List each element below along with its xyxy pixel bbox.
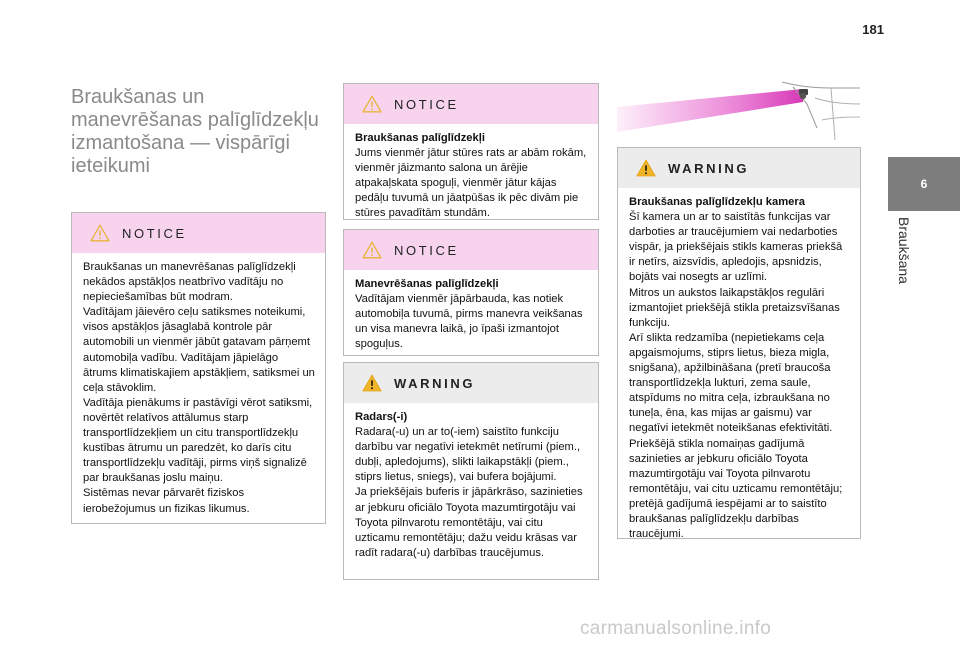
page-number: 181 <box>862 22 884 37</box>
chapter-label: Braukšana <box>896 217 912 284</box>
notice-text: Vadītājam vienmēr jāpārbauda, kas notiek automobiļa tuvumā, pirms manevra veikšanas un visa manevra laikā, jo īpaši izmantojot spoguļus. <box>355 293 583 351</box>
warning-title: WARNING <box>668 160 750 176</box>
notice-lead: Braukšanas palīglīdzekļi <box>355 132 485 144</box>
notice-text: Jums vienmēr jātur stūres rats ar abām rokām, vienmēr jāizmanto salona un ārējie atpakaļskata spoguļi, vienmēr jātur kājas pedāļu tuvumā un jāatpūšas ik pēc divām pie stūres pavadītām stundām. <box>355 147 587 220</box>
warning-header <box>618 148 860 188</box>
warning-triangle-outline-icon <box>362 241 382 259</box>
chapter-number: 6 <box>888 157 960 211</box>
notice-title: NOTICE <box>394 242 459 258</box>
warning-text: Radara(-u) un ar to(-iem) saistīto funkciju darbību var negatīvi ietekmēt netīrumi (piem., dubļi, apledojums), slikti laikapstākļi (piem., stiprs lietus, sniegs), vai bufera bojājumi. Ja priekšējais buferis ir jāpārkrāso, sazinieties ar jebkuru oficiālo Toyota mazumtirgotāju vai Toyota pilnvarotu remontētāju, vai citu uzticamu remontētāju; dažu veidu krāsas var radīt radara(-u) darbības traucējumus. <box>355 426 583 559</box>
notice-header <box>72 213 325 253</box>
notice-box-driving-aids <box>343 83 599 220</box>
warning-box-radar <box>343 362 599 580</box>
warning-triangle-filled-icon <box>362 374 382 392</box>
warning-triangle-outline-icon <box>362 95 382 113</box>
warning-lead: Braukšanas palīglīdzekļu kamera <box>629 196 805 208</box>
warning-header <box>344 363 598 403</box>
notice-header <box>344 84 598 124</box>
warning-text: Šī kamera un ar to saistītās funkcijas var darboties ar traucējumiem vai nedarboties vispār, ja priekšējais stikls kameras priekšā ir netīrs, aizsvīdis, apledojis, apsnidzis, bojāts vai nosegts ar uzlīmi. Mitros un aukstos laikapstākļos regulāri izmantojiet priekšējā stikla pretaizsvīšanas funkciju. Arī slikta redzamība (nepietiekams ceļa apgaismojums, stiprs lietus, bieza migla, snigšana), apžilbināšana (pretī braucoša transportlīdzekļa lukturi, zema saule, atspīdums no mitra ceļa, izbraukšana no tuneļa, ēna, kas mijas ar gaismu) var negatīvi ietekmēt noteikšanas efektivitāti. Priekšējā stikla nomaiņas gadījumā sazinieties ar jebkuru oficiālo Toyota mazumtirgotāju vai Toyota pilnvarotu remontētāju, vai citu uzticamu remontētāju; pretējā gadījumā iespējami ar to saistīto braukšanas palīglīdzekļu darbības traucējumi. <box>629 211 843 541</box>
warning-triangle-filled-icon <box>636 159 656 177</box>
warning-lead: Radars(-i) <box>355 411 408 423</box>
notice-header <box>344 230 598 270</box>
page-title: Braukšanas un manevrēšanas palīglīdzekļu izmantošana — vispārīgi ieteikumi <box>71 86 319 177</box>
watermark: carmanualsonline.info <box>580 618 772 639</box>
notice-title: NOTICE <box>394 96 459 112</box>
warning-triangle-outline-icon <box>90 224 110 242</box>
warning-title: WARNING <box>394 375 476 391</box>
warning-box-camera <box>617 147 861 539</box>
notice-lead: Manevrēšanas palīglīdzekļi <box>355 278 499 290</box>
notice-box-general <box>71 212 326 524</box>
notice-text: Braukšanas un manevrēšanas palīglīdzekļi nekādos apstākļos neatbrīvo vadītāju no nepieciešamības būt modram. Vadītājam jāievēro ceļu satiksmes noteikumi, visos apstākļos jāsaglabā kontrole pār automobili un vienmēr jābūt gatavam pārņemt automobiļa vadību. Vadītājam jāpielāgo ātrums klimatiskajiem apstākļiem, satiksmei un ceļa stāvoklim. Vadītāja pienākums ir pastāvīgi vērot satiksmi, novērtēt relatīvos attālumus starp transportlīdzekļiem un citu transportlīdzekļu kustības ātrumu un paredzēt, ko darīs citu transportlīdzekļu vadītāji, pirms viņš signalizē par braukšanas joslu maiņu. Sistēmas nevar pārvarēt fiziskos ierobežojumus un fizikas likumus. <box>83 261 315 515</box>
windscreen-camera-illustration <box>617 80 860 142</box>
notice-title: NOTICE <box>122 225 187 241</box>
chapter-tab[interactable] <box>888 157 960 341</box>
notice-box-manoeuvring-aids <box>343 229 599 356</box>
